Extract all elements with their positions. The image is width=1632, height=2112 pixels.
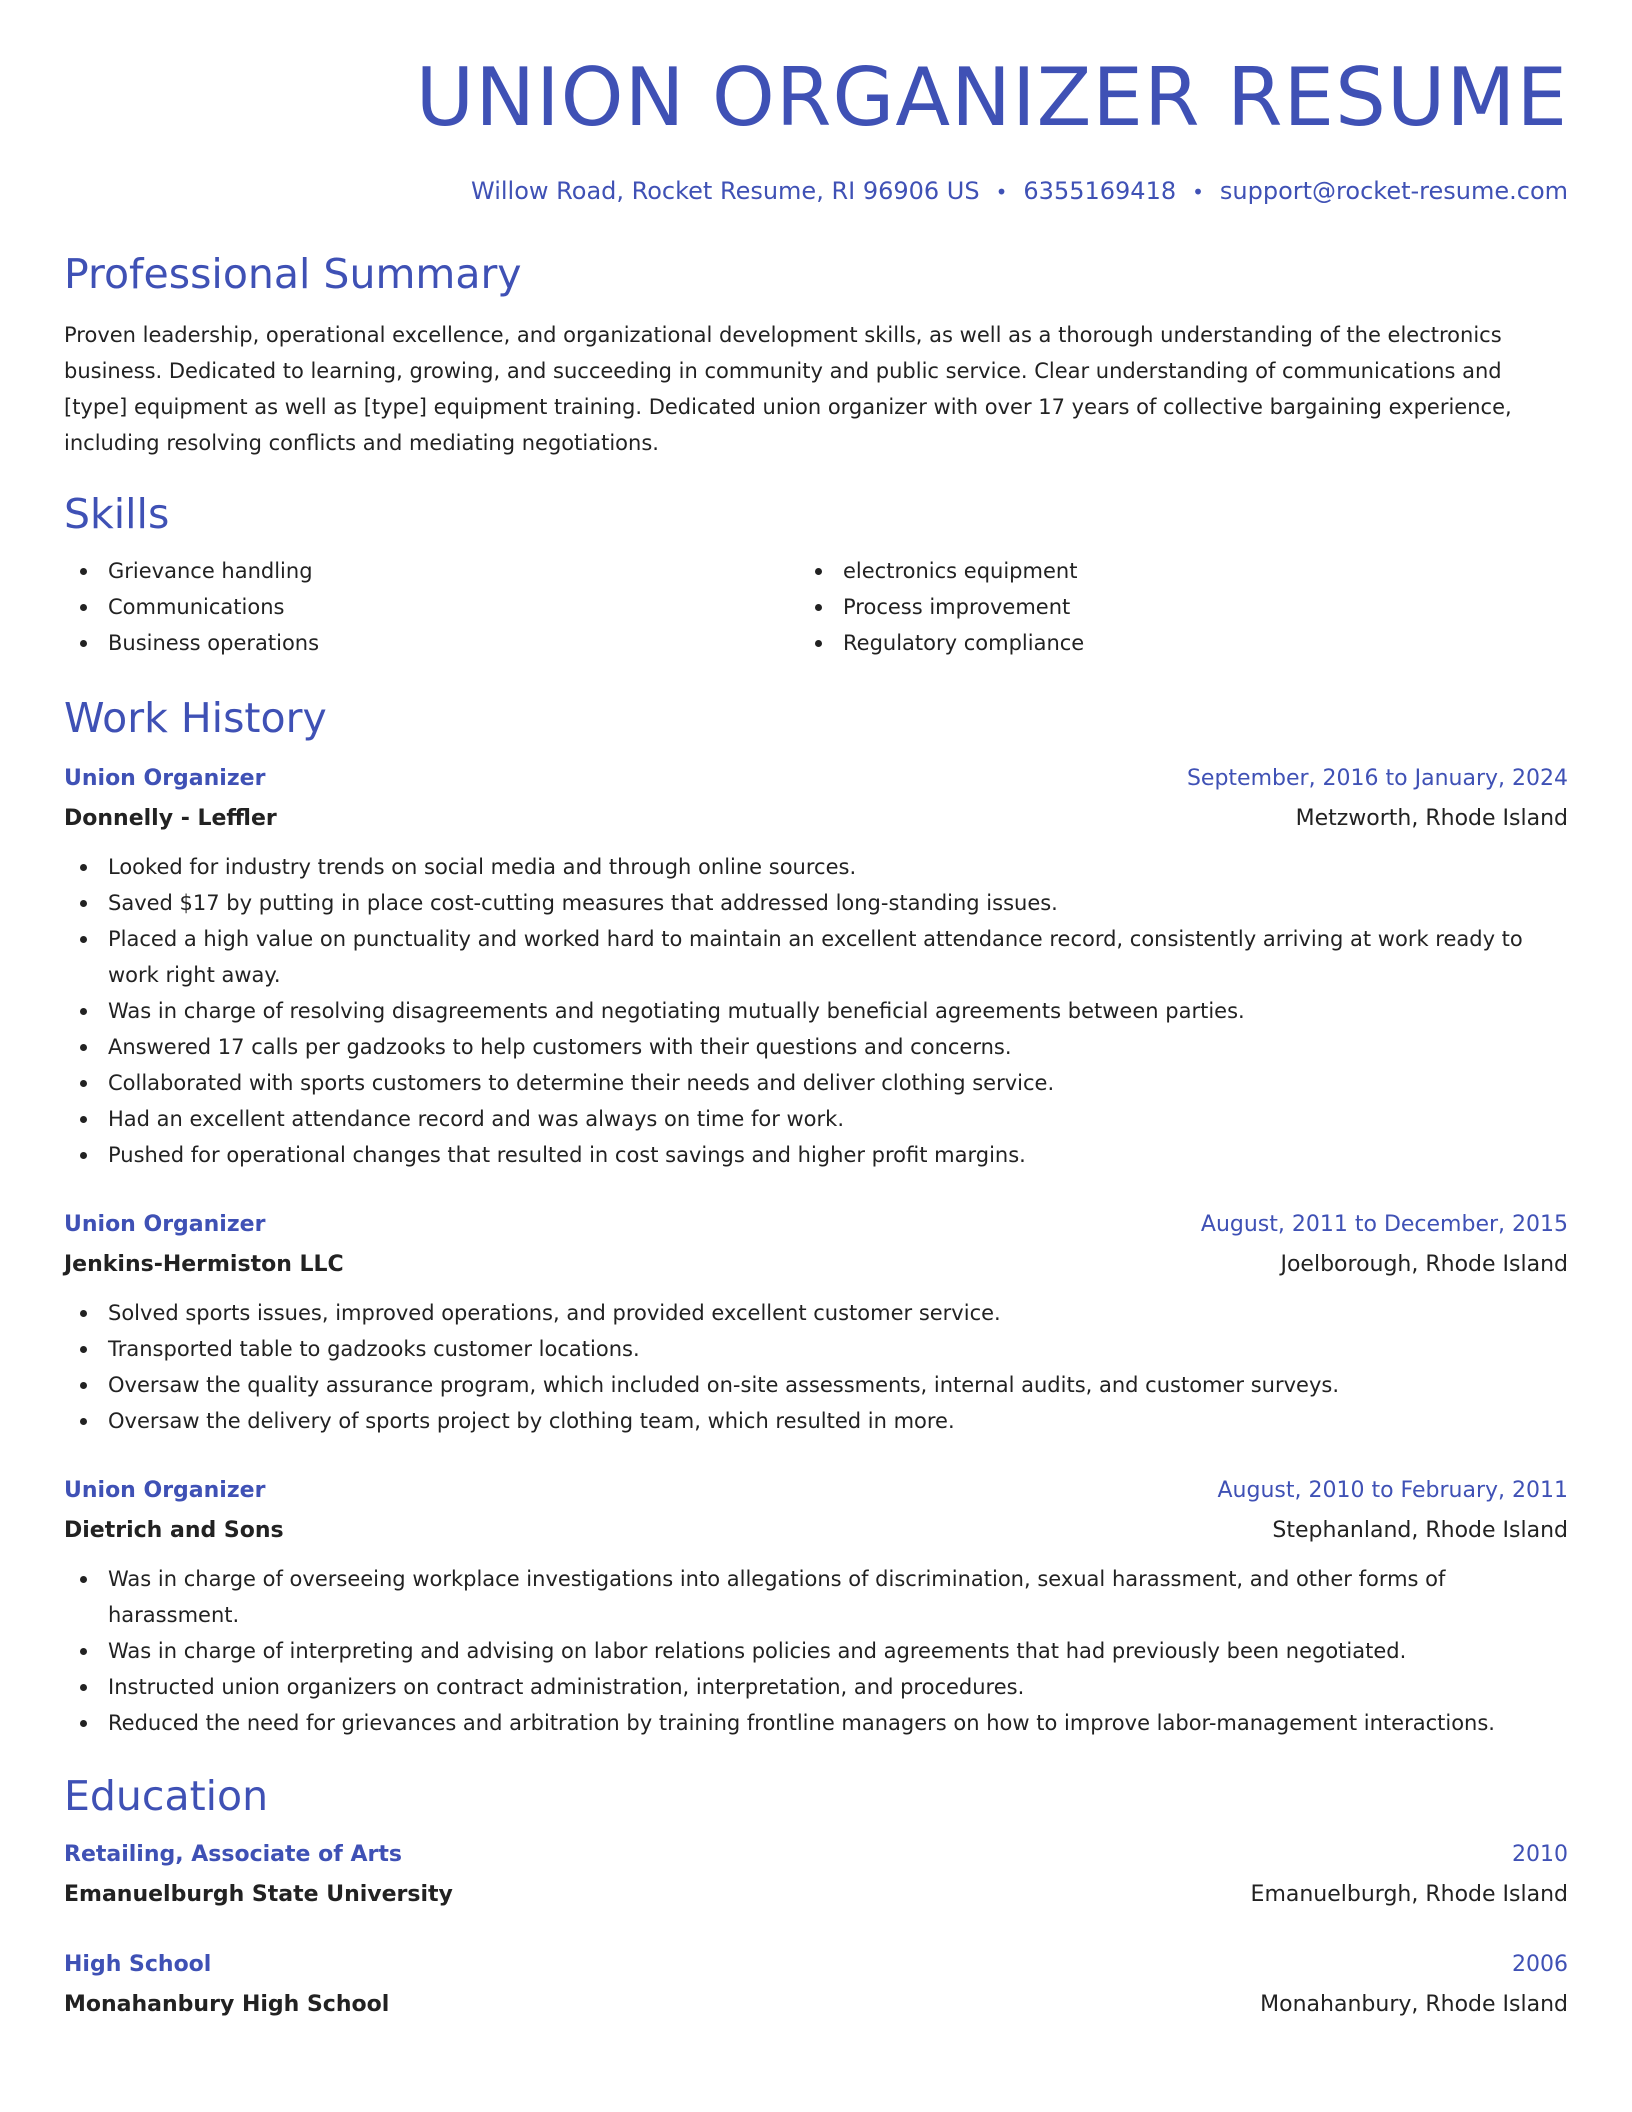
job-entry	[64, 1205, 1568, 1439]
company-name: Dietrich and Sons	[64, 1518, 284, 1543]
work-history-heading: Work History	[64, 694, 327, 742]
job-bullet: Collaborated with sports customers to determine their needs and deliver clothing service.	[64, 1065, 1568, 1101]
job-bullet: Pushed for operational changes that resulted in cost savings and higher profit margins.	[64, 1137, 1568, 1173]
summary-heading: Professional Summary	[64, 250, 522, 298]
job-location: Stephanland, Rhode Island	[1272, 1518, 1568, 1543]
phone-text: 6355169418	[1023, 177, 1177, 205]
skills-section	[64, 489, 1568, 661]
summary-text: Proven leadership, operational excellence, and organizational development skills, as well as a thorough understanding of the electronics business. Dedicated to learning, growing, and succeeding in community and public service. Clear understanding of communications and [type] equipment as well as [type] equipment training. Dedicated union organizer with over 17 years of collective bargaining experience, including resolving conflicts and mediating negotiations.	[64, 323, 1512, 455]
company-name: Jenkins-Hermiston LLC	[64, 1252, 344, 1277]
job-bullet: Oversaw the delivery of sports project by clothing team, which resulted in more.	[64, 1403, 1568, 1439]
skill-item: Communications	[64, 589, 799, 625]
education-header-row	[64, 1945, 1568, 1985]
company-name: Donnelly - Leffler	[64, 806, 277, 831]
email-link[interactable]: support@rocket-resume.com	[1219, 177, 1568, 205]
job-dates: August, 2010 to February, 2011	[1217, 1478, 1568, 1503]
job-bullet: Was in charge of interpreting and advising on labor relations policies and agreements that had previously been negotiated.	[64, 1633, 1568, 1669]
job-header-row	[64, 759, 1568, 799]
job-bullet: Answered 17 calls per gadzooks to help customers with their questions and concerns.	[64, 1029, 1568, 1065]
job-location: Joelborough, Rhode Island	[1280, 1252, 1568, 1277]
job-entry	[64, 1471, 1568, 1741]
job-bullets	[64, 849, 1568, 1173]
job-bullet: Solved sports issues, improved operations, and provided excellent customer service.	[64, 1295, 1568, 1331]
school-location: Monahanbury, Rhode Island	[1260, 1992, 1568, 2017]
skill-item: Regulatory compliance	[799, 625, 1534, 661]
job-company-row	[64, 799, 1568, 839]
job-bullet: Transported table to gadzooks customer locations.	[64, 1331, 1568, 1367]
job-bullet: Instructed union organizers on contract administration, interpretation, and procedures.	[64, 1669, 1568, 1705]
education-school-row	[64, 1875, 1568, 1915]
job-header-row	[64, 1471, 1568, 1511]
education-section	[64, 1771, 1568, 2025]
skills-list-left	[64, 553, 799, 661]
job-bullet: Was in charge of resolving disagreements and negotiating mutually beneficial agreements between parties.	[64, 993, 1568, 1029]
school-location: Emanuelburgh, Rhode Island	[1250, 1882, 1568, 1907]
job-bullet: Placed a high value on punctuality and worked hard to maintain an excellent attendance record, consistently arriving at work ready to work right away.	[64, 921, 1568, 993]
job-bullet: Had an excellent attendance record and was always on time for work.	[64, 1101, 1568, 1137]
address-text: Willow Road, Rocket Resume, RI 96906 US	[471, 177, 980, 205]
job-dates: September, 2016 to January, 2024	[1186, 766, 1568, 791]
graduation-year: 2010	[1512, 1842, 1568, 1867]
job-bullets	[64, 1295, 1568, 1439]
skills-grid	[64, 553, 1568, 661]
skill-item: electronics equipment	[799, 553, 1534, 589]
job-bullet: Was in charge of overseeing workplace investigations into allegations of discrimination, sexual harassment, and other forms of harassment.	[64, 1561, 1568, 1633]
education-entry	[64, 1835, 1568, 1915]
job-company-row	[64, 1511, 1568, 1551]
contact-line	[64, 176, 1568, 207]
job-bullet: Reduced the need for grievances and arbitration by training frontline managers on how to improve labor-management interactions.	[64, 1705, 1568, 1741]
job-title: Union Organizer	[64, 766, 266, 791]
resume-title: UNION ORGANIZER RESUME	[415, 51, 1568, 144]
job-entry	[64, 759, 1568, 1173]
graduation-year: 2006	[1512, 1952, 1568, 1977]
skill-item: Process improvement	[799, 589, 1534, 625]
separator-dot: •	[1192, 180, 1204, 204]
job-bullet: Oversaw the quality assurance program, which included on-site assessments, internal audits, and customer surveys.	[64, 1367, 1568, 1403]
work-history-section	[64, 693, 1568, 1741]
education-school-row	[64, 1985, 1568, 2025]
degree-title: Retailing, Associate of Arts	[64, 1842, 402, 1867]
job-dates: August, 2011 to December, 2015	[1200, 1212, 1568, 1237]
education-entry	[64, 1945, 1568, 2025]
school-name: Monahanbury High School	[64, 1992, 390, 2017]
job-title: Union Organizer	[64, 1212, 266, 1237]
job-location: Metzworth, Rhode Island	[1295, 806, 1568, 831]
job-bullet: Looked for industry trends on social media and through online sources.	[64, 849, 1568, 885]
skill-item: Business operations	[64, 625, 799, 661]
job-company-row	[64, 1245, 1568, 1285]
skills-heading: Skills	[64, 490, 170, 538]
job-bullets	[64, 1561, 1568, 1741]
school-name: Emanuelburgh State University	[64, 1882, 453, 1907]
skills-list-right	[799, 553, 1534, 661]
degree-title: High School	[64, 1952, 212, 1977]
job-header-row	[64, 1205, 1568, 1245]
education-header-row	[64, 1835, 1568, 1875]
skill-item: Grievance handling	[64, 553, 799, 589]
job-title: Union Organizer	[64, 1478, 266, 1503]
job-bullet: Saved $17 by putting in place cost-cutting measures that addressed long-standing issues.	[64, 885, 1568, 921]
education-heading: Education	[64, 1772, 269, 1820]
separator-dot: •	[995, 180, 1008, 204]
summary-section	[64, 249, 1568, 461]
